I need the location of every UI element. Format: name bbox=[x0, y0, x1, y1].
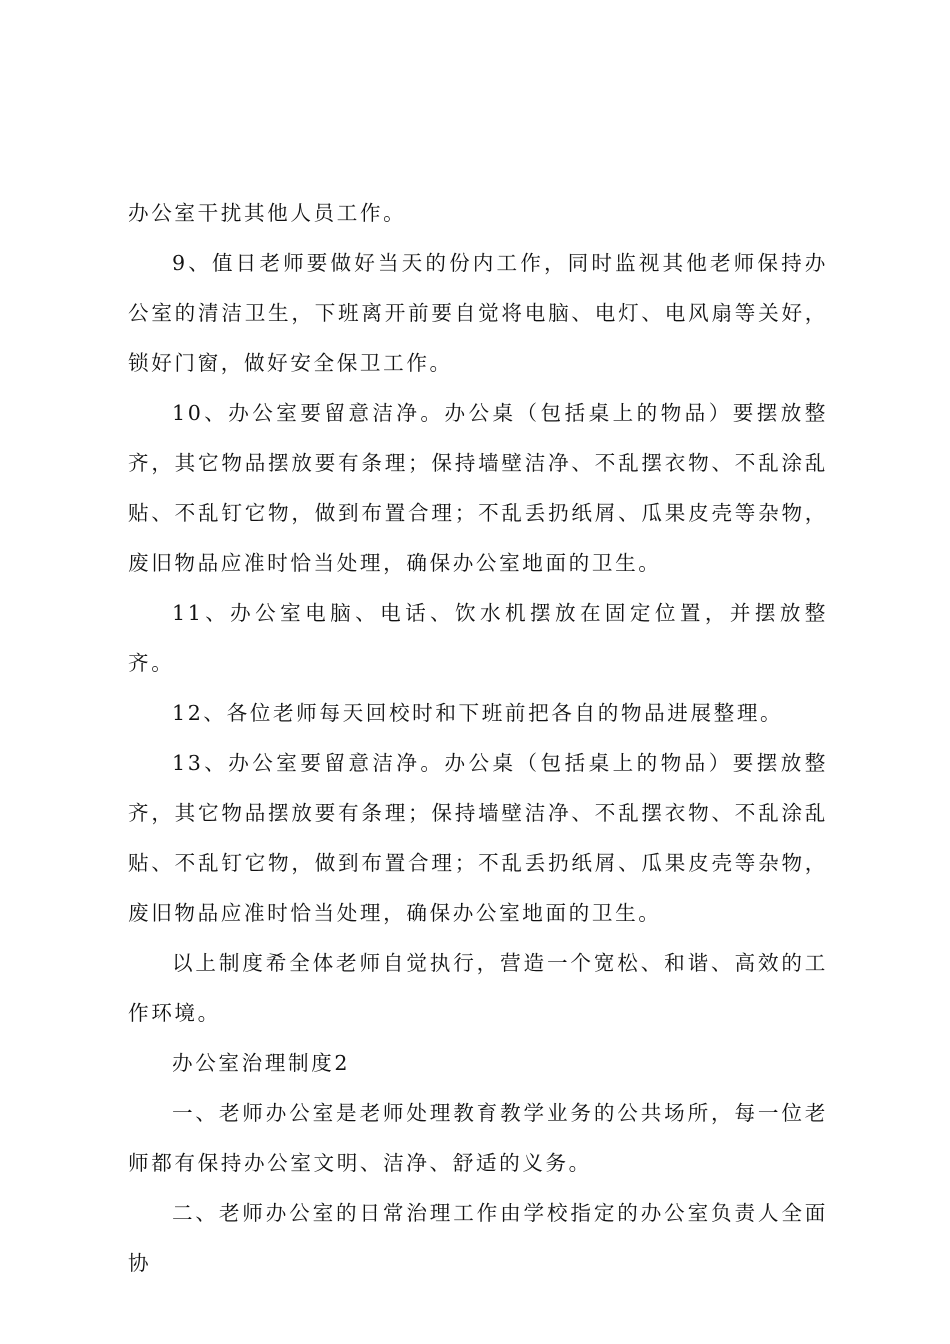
paragraph-rule-10: 10、办公室要留意洁净。办公桌（包括桌上的物品）要摆放整齐，其它物品摆放要有条理；保持墙壁洁净、不乱摆衣物、不乱涂乱贴、不乱钉它物，做到布置合理；不乱丢扔纸屑、瓜果皮壳等杂物，废旧物品应准时恰当处理，确保办公室地面的卫生。 bbox=[128, 401, 828, 575]
paragraph-item-2: 二、老师办公室的日常治理工作由学校指定的办公室负责人全面协 bbox=[128, 1201, 828, 1275]
paragraph-item-1: 一、老师办公室是老师处理教育教学业务的公共场所，每一位老师都有保持办公室文明、洁净、舒适的义务。 bbox=[128, 1101, 828, 1175]
document-body bbox=[128, 188, 828, 1288]
paragraph-closing: 以上制度希全体老师自觉执行，营造一个宽松、和谐、高效的工作环境。 bbox=[128, 951, 828, 1025]
section-heading: 办公室治理制度2 bbox=[172, 1051, 351, 1075]
paragraph-rule-9: 9、值日老师要做好当天的份内工作，同时监视其他老师保持办公室的清洁卫生，下班离开前要自觉将电脑、电灯、电风扇等关好，锁好门窗，做好安全保卫工作。 bbox=[128, 251, 828, 375]
paragraph-rule-13: 13、办公室要留意洁净。办公桌（包括桌上的物品）要摆放整齐，其它物品摆放要有条理；保持墙壁洁净、不乱摆衣物、不乱涂乱贴、不乱钉它物，做到布置合理；不乱丢扔纸屑、瓜果皮壳等杂物，废旧物品应准时恰当处理，确保办公室地面的卫生。 bbox=[128, 751, 828, 925]
paragraph-rule-12: 12、各位老师每天回校时和下班前把各自的物品进展整理。 bbox=[172, 701, 784, 725]
paragraph-rule-11: 11、办公室电脑、电话、饮水机摆放在固定位置，并摆放整齐。 bbox=[128, 601, 828, 675]
paragraph-continuation: 办公室干扰其他人员工作。 bbox=[128, 201, 407, 225]
